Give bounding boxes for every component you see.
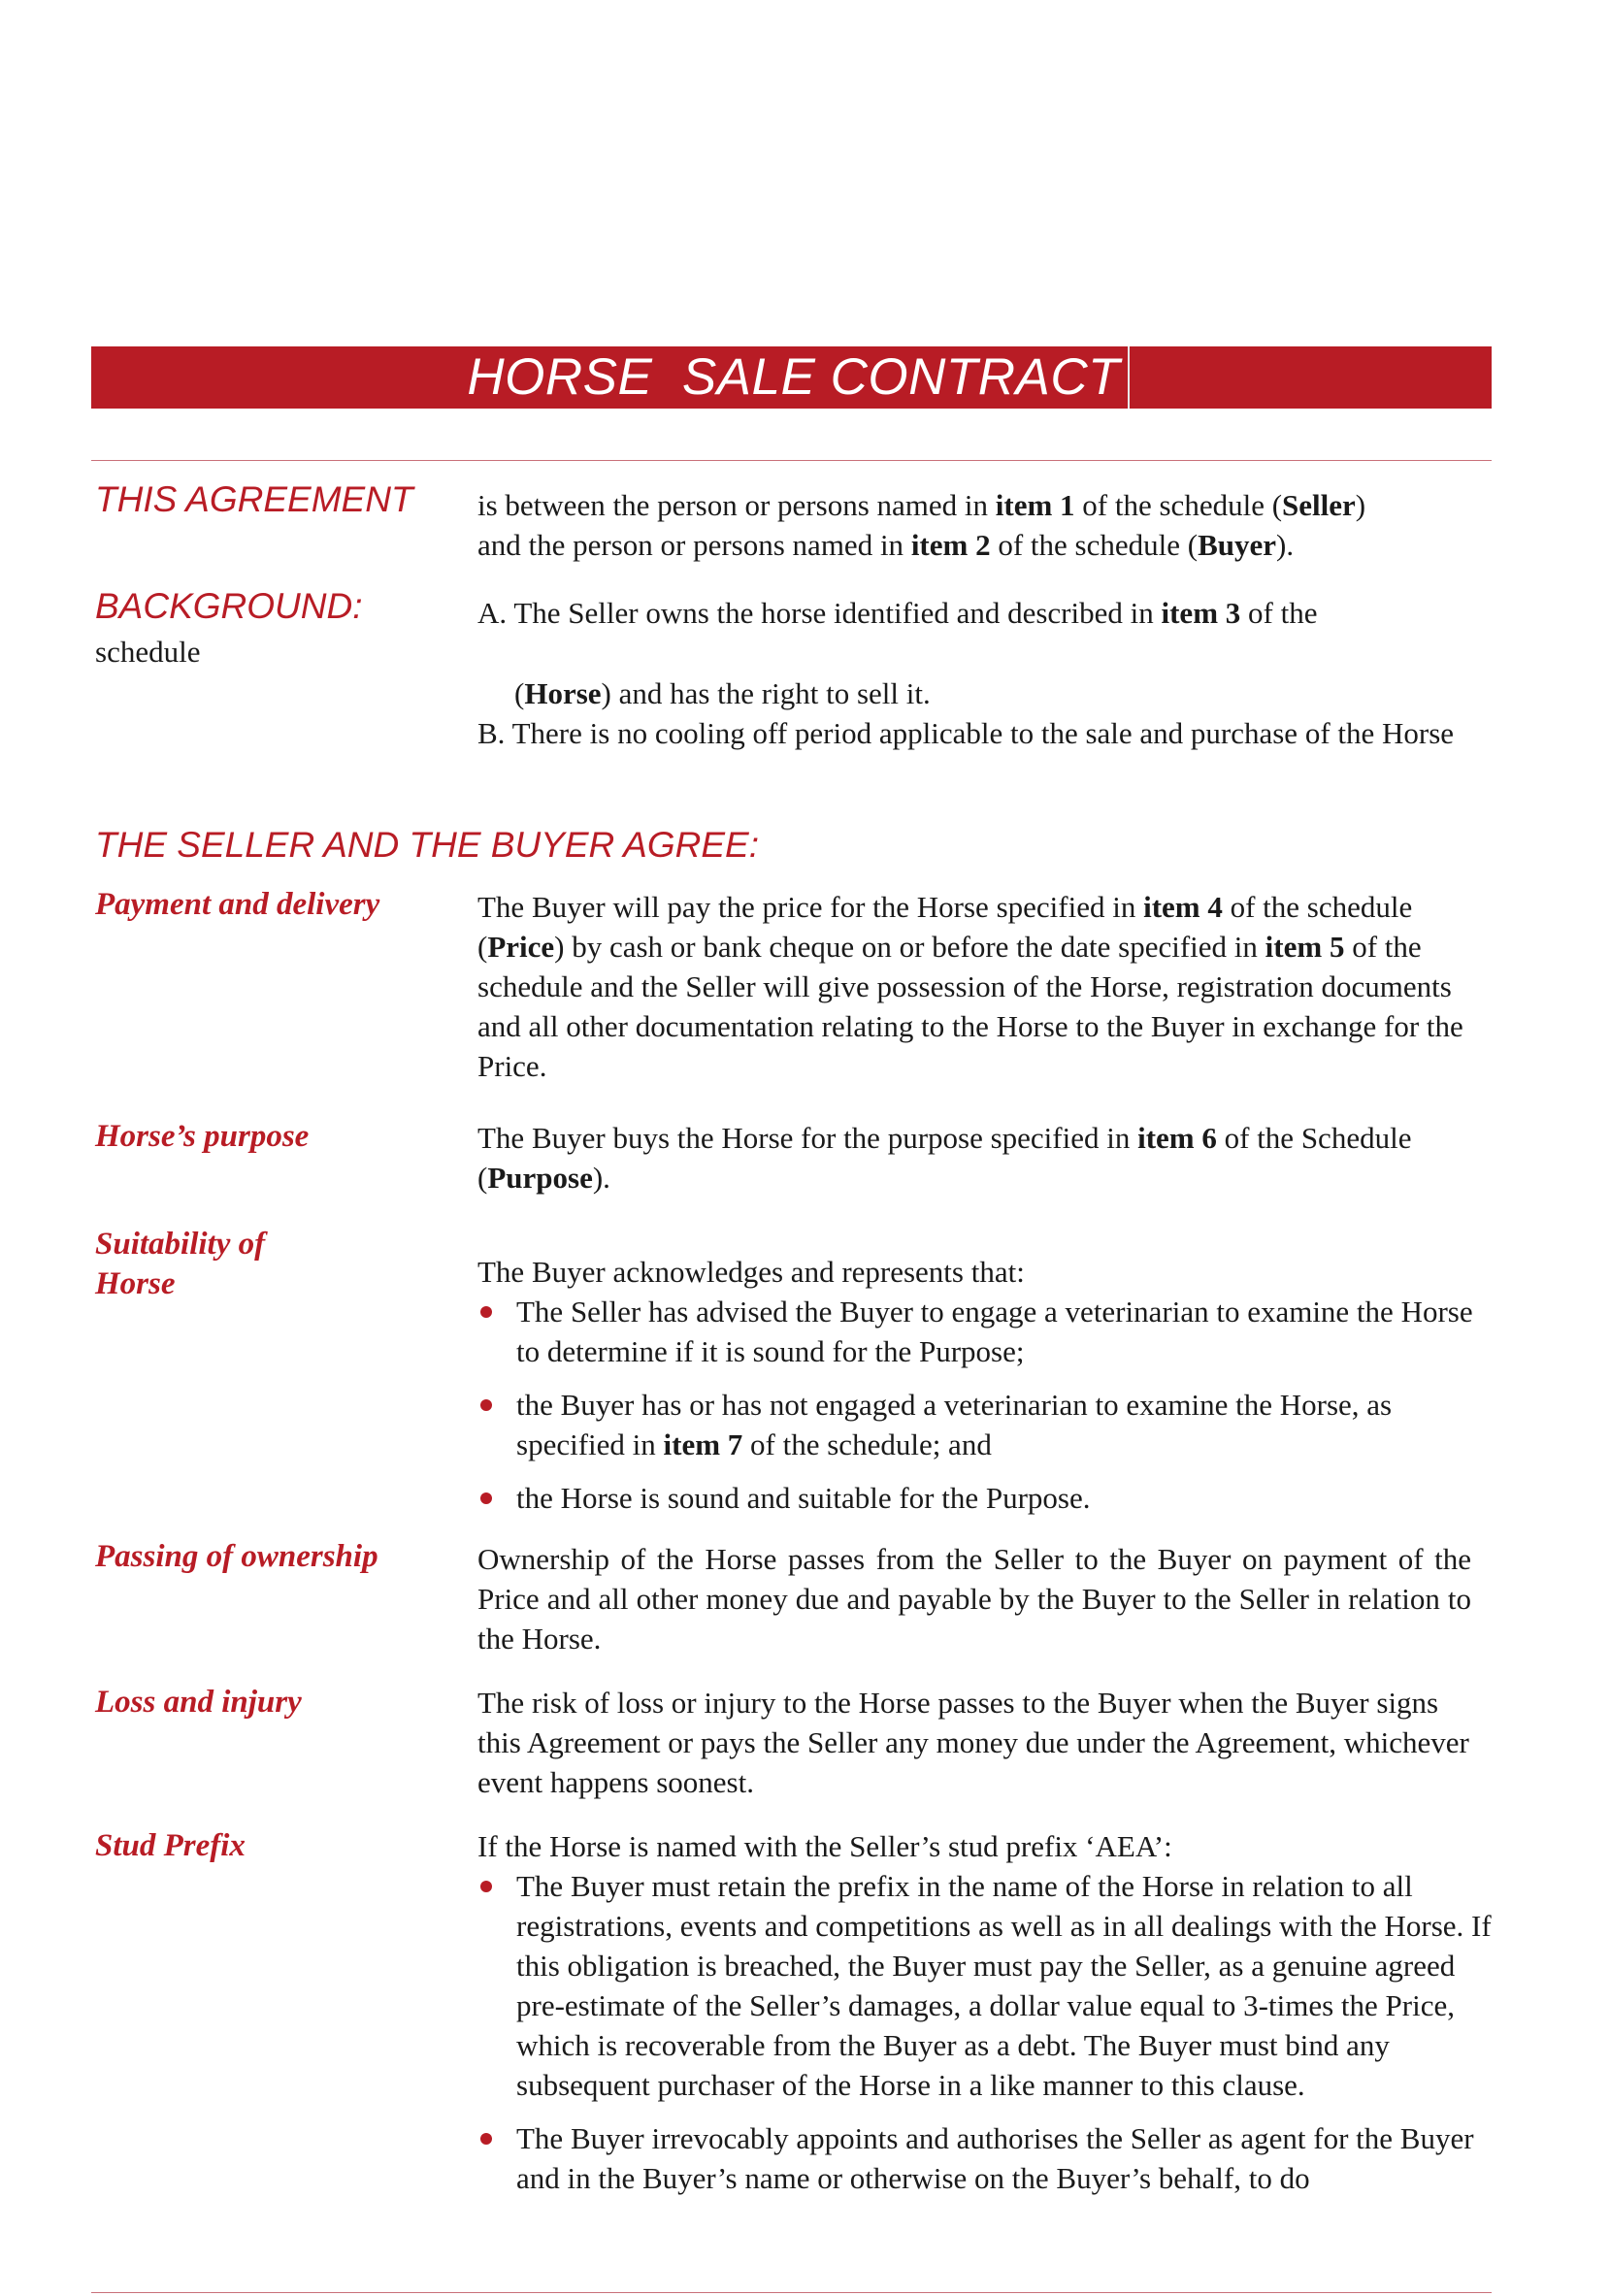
background-item-a: A. The Seller owns the horse identified and described in item 3 of the — [477, 596, 1318, 630]
agreement-line-1: is between the person or persons named in item 1 of the schedule (Seller) — [477, 488, 1366, 522]
suitability-label: Suitability of Horse — [95, 1227, 266, 1301]
suitability-bullet-1: The Seller has advised the Buyer to engage a veterinarian to examine the Horse to determine if it is sound for the Purpose; — [477, 1292, 1477, 1371]
loss-text: The risk of loss or injury to the Horse passes to the Buyer when the Buyer signs this Agreement or pays the Seller any money due under the Agreement, whichever event happens soonest. — [477, 1686, 1469, 1799]
title-banner — [91, 346, 1492, 409]
purpose-text: The Buyer buys the Horse for the purpose specified in item 6 of the Schedule (Purpose). — [477, 1121, 1412, 1195]
payment-text: The Buyer will pay the price for the Horse specified in item 4 of the schedule (Price) by cash or bank cheque on or before the date specified in item 5 of the schedule and the Seller will give possession of the Horse, registration documents and all other documentation relating to the Horse to the Buyer in exchange for the Price. — [477, 890, 1463, 1083]
stud-prefix-label: Stud Prefix — [95, 1828, 246, 1863]
suitability-bullet-3: the Horse is sound and suitable for the Purpose. — [477, 1478, 1477, 1518]
agreement-heading: THIS AGREEMENT — [95, 479, 413, 519]
agreement-line-2: and the person or persons named in item 2 of the schedule (Buyer). — [477, 528, 1295, 562]
agreement-text — [477, 485, 1495, 565]
top-divider — [91, 460, 1492, 461]
stud-bullet-1: The Buyer must retain the prefix in the name of the Horse in relation to all registrations, events and competitions as well as in all dealings with the Horse. If this obligation is breached, the Buyer must pay the Seller, as a genuine agreed pre-estimate of the Seller’s damages, a dollar value equal to 3-times the Price, which is recoverable from the Buyer as a debt. The Buyer must bind any subsequent purchaser of the Horse in a like manner to this clause. — [477, 1866, 1495, 2105]
suitability-bullet-2: the Buyer has or has not engaged a veterinarian to examine the Horse, as specified in item 7 of the schedule; and — [477, 1385, 1477, 1464]
background-item-a-continued: (Horse) and has the right to sell it. — [514, 676, 931, 710]
background-heading: BACKGROUND: — [95, 586, 363, 626]
ownership-text: Ownership of the Horse passes from the Seller to the Buyer on payment of the Price and all other money due and payable by the Buyer to the Seller in relation to the Horse. — [477, 1542, 1471, 1656]
document-title: HORSE SALE CONTRACT — [91, 346, 1130, 409]
payment-label: Payment and delivery — [95, 887, 380, 922]
background-item-b: B. There is no cooling off period applicable to the sale and purchase of the Horse — [477, 716, 1455, 750]
bottom-divider — [91, 2292, 1492, 2293]
agree-heading: THE SELLER AND THE BUYER AGREE: — [95, 825, 759, 865]
suitability-text: The Buyer acknowledges and represents that: The Seller has advised the Buyer to engage a veterinarian to examine the Horse to determine if it is sound for the Purpose; the Buyer has or has not engaged a veterinarian to examine the Horse, as specified in item 7 of the schedule; and the Horse is sound and suitable for the Purpose. — [477, 1252, 1477, 1518]
stud-prefix-text: If the Horse is named with the Seller’s stud prefix ‘AEA’: The Buyer must retain the prefix in the name of the Horse in relation to all registrations, events and competitions as well as in all dealings with the Horse. If this obligation is breached, the Buyer must pay the Seller, as a genuine agreed pre-estimate of the Seller’s damages, a dollar value equal to 3-times the Price, which is recoverable from the Buyer as a debt. The Buyer must bind any subsequent purchaser of the Horse in a like manner to this clause. The Buyer irrevocably appoints and authorises the Seller as agent for the Buyer and in the Buyer’s name or otherwise on the Buyer’s behalf, to do — [477, 1826, 1495, 2198]
stud-bullet-2: The Buyer irrevocably appoints and authorises the Seller as agent for the Buyer and in the Buyer’s name or otherwise on the Buyer’s behalf, to do — [477, 2118, 1495, 2198]
background-item-a-wrap: schedule — [95, 635, 201, 669]
loss-label: Loss and injury — [95, 1685, 302, 1720]
purpose-label: Horse’s purpose — [95, 1119, 310, 1154]
ownership-label: Passing of ownership — [95, 1539, 378, 1574]
